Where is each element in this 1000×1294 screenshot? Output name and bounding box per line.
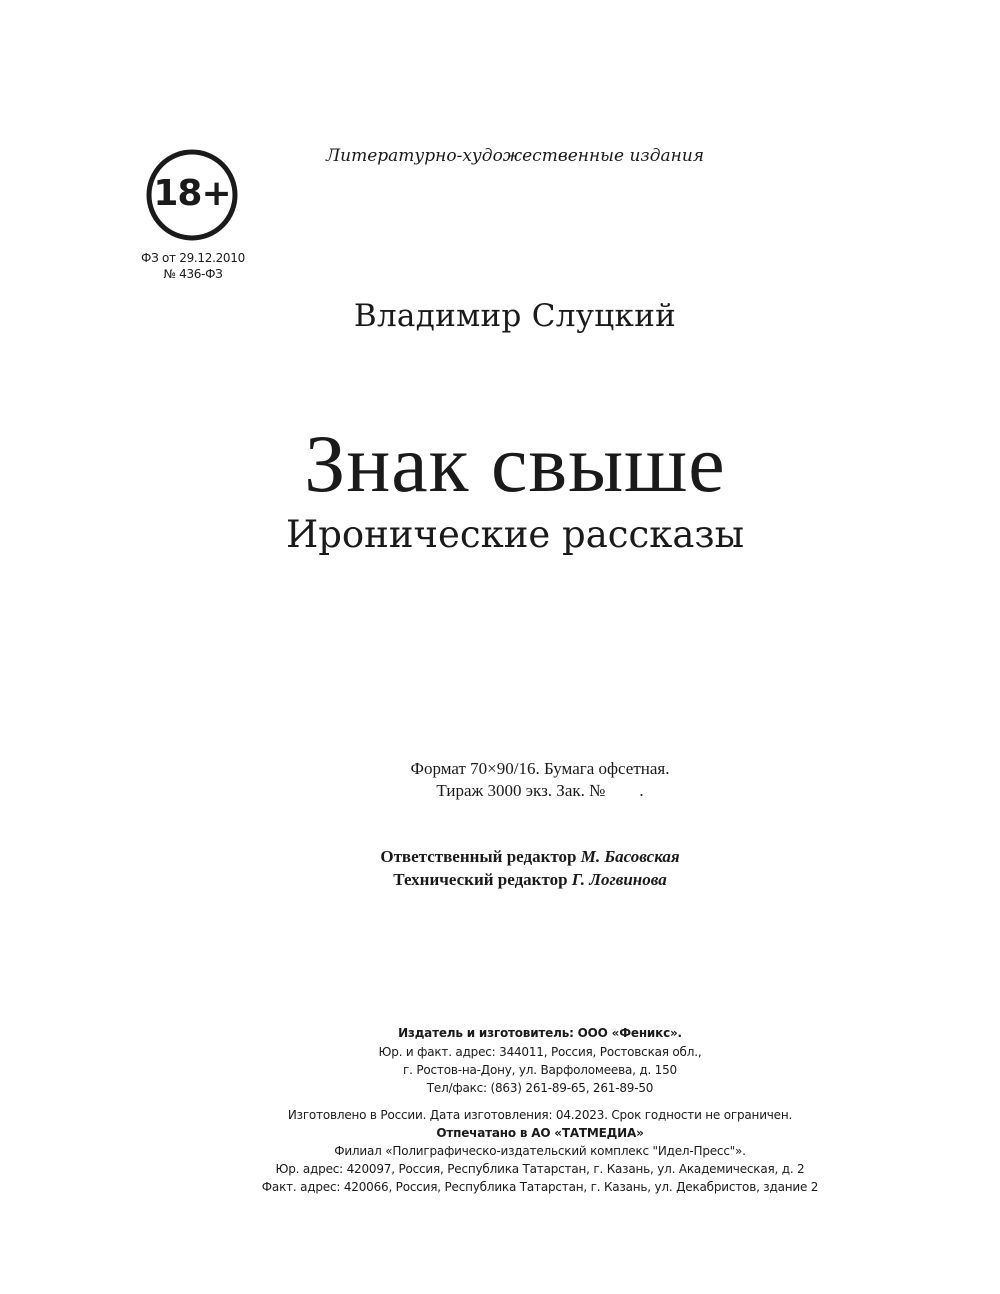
printing-line-4: Юр. адрес: 420097, Россия, Республика Татарстан, г. Казань, ул. Академическая, д. 2 bbox=[275, 1162, 805, 1176]
tech-editor-role: Технический редактор bbox=[393, 870, 568, 889]
tech-editor bbox=[300, 870, 760, 890]
publisher-line-2: Юр. и факт. адрес: 344011, Россия, Ростовская обл., bbox=[378, 1045, 702, 1059]
format-spec: Формат 70×90/16. Бумага офсетная. bbox=[410, 759, 670, 778]
age-rating-label: 18+ bbox=[153, 173, 231, 214]
printing-line-1: Изготовлено в России. Дата изготовления: 04.2023. Срок годности не ограничен. bbox=[287, 1108, 793, 1122]
publisher-line-4: Тел/факс: (863) 261-89-65, 261-89-50 bbox=[426, 1081, 654, 1095]
chief-editor bbox=[300, 847, 760, 867]
author-name: Владимир Слуцкий bbox=[353, 298, 677, 334]
law-reference-line2: № 436-ФЗ bbox=[163, 267, 223, 281]
publisher-line-1: Издатель и изготовитель: ООО «Феникс». bbox=[398, 1026, 682, 1040]
printing-line-2: Отпечатано в АО «ТАТМЕДИА» bbox=[436, 1126, 644, 1140]
printing-line-3: Филиал «Полиграфическо-издательский комплекс "Идел-Пресс"». bbox=[334, 1144, 746, 1158]
book-subtitle: Иронические рассказы bbox=[285, 513, 745, 556]
series-name: Литературно-художественные издания bbox=[325, 146, 705, 166]
book-title: Знак свыше bbox=[304, 418, 726, 509]
law-reference-line1: ФЗ от 29.12.2010 bbox=[141, 251, 245, 265]
publisher-line-3: г. Ростов-на-Дону, ул. Варфоломеева, д. 150 bbox=[403, 1063, 677, 1077]
print-run-spec: Тираж 3000 экз. Зак. № . bbox=[436, 781, 644, 800]
chief-editor-role: Ответственный редактор bbox=[380, 847, 577, 866]
tech-editor-name: Г. Логвинова bbox=[571, 870, 667, 889]
printing-line-5: Факт. адрес: 420066, Россия, Республика Татарстан, г. Казань, ул. Декабристов, здание 2 bbox=[261, 1180, 819, 1194]
chief-editor-name: М. Басовская bbox=[580, 847, 680, 866]
